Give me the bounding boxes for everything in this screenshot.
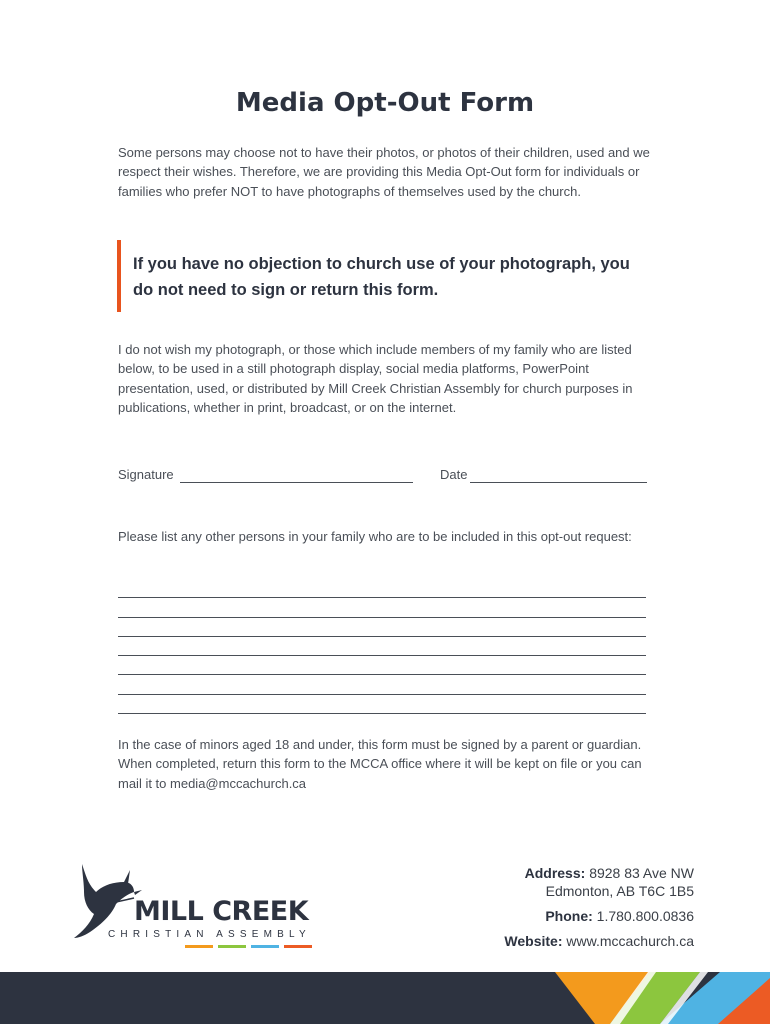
date-label: Date xyxy=(440,467,468,482)
family-name-line[interactable] xyxy=(118,656,646,675)
family-list-prompt: Please list any other persons in your family who are to be included in this opt-out request: xyxy=(118,529,632,544)
signature-row xyxy=(118,467,648,487)
phone-label: Phone: xyxy=(545,908,593,924)
address-street: 8928 83 Ave NW xyxy=(589,865,694,881)
page-title: Media Opt-Out Form xyxy=(235,88,535,118)
address-line-2: Edmonton, AB T6C 1B5 xyxy=(545,883,694,899)
phone-number: 1.780.800.0836 xyxy=(596,908,694,924)
website-label: Website: xyxy=(504,933,563,949)
phone-row xyxy=(504,907,694,925)
callout-text: If you have no objection to church use of your photograph, you do not need to sign or return this form. xyxy=(133,255,630,299)
website-link[interactable]: www.mccachurch.ca xyxy=(566,933,694,949)
contact-block xyxy=(504,864,694,950)
stripe-blue xyxy=(251,945,279,948)
stripe-orange xyxy=(185,945,213,948)
address-line-1 xyxy=(504,864,694,882)
brand-subtitle: CHRISTIAN ASSEMBLY xyxy=(108,929,311,940)
family-name-line[interactable] xyxy=(118,618,646,637)
family-name-line[interactable] xyxy=(118,675,646,694)
footer-band xyxy=(0,972,770,1024)
intro-paragraph: Some persons may choose not to have their photos, or photos of their children, used and we respect their wishes. Therefore, we are providing this Media Opt-Out form for individuals or families who prefer NOT to have photographs of themselves used by the church. xyxy=(118,145,650,199)
stripe-green xyxy=(218,945,246,948)
family-name-line[interactable] xyxy=(118,579,646,598)
opt-out-statement: I do not wish my photograph, or those which include members of my family who are listed below, to be used in a still photograph display, social media platforms, PowerPoint presentation, used, or distributed by Mill Creek Christian Assembly for church purposes in publications, whether in print, broadcast, or on the internet. xyxy=(118,342,633,416)
callout-box xyxy=(117,240,661,312)
family-list-lines xyxy=(118,579,646,714)
website-row xyxy=(504,932,694,950)
address-label: Address: xyxy=(524,865,586,881)
stripe-red xyxy=(284,945,312,948)
brand-name: MILL CREEK xyxy=(134,896,309,927)
signature-label: Signature xyxy=(118,467,174,482)
date-field[interactable] xyxy=(470,482,647,483)
family-name-line[interactable] xyxy=(118,637,646,656)
brand-color-stripes xyxy=(185,945,315,948)
minors-note: In the case of minors aged 18 and under, this form must be signed by a parent or guardian. When completed, return this form to the MCCA office where it will be kept on file or you can mail it to media@mccachurch.ca xyxy=(118,737,642,791)
family-name-line[interactable] xyxy=(118,598,646,617)
family-name-line[interactable] xyxy=(118,695,646,714)
signature-field[interactable] xyxy=(180,482,413,483)
